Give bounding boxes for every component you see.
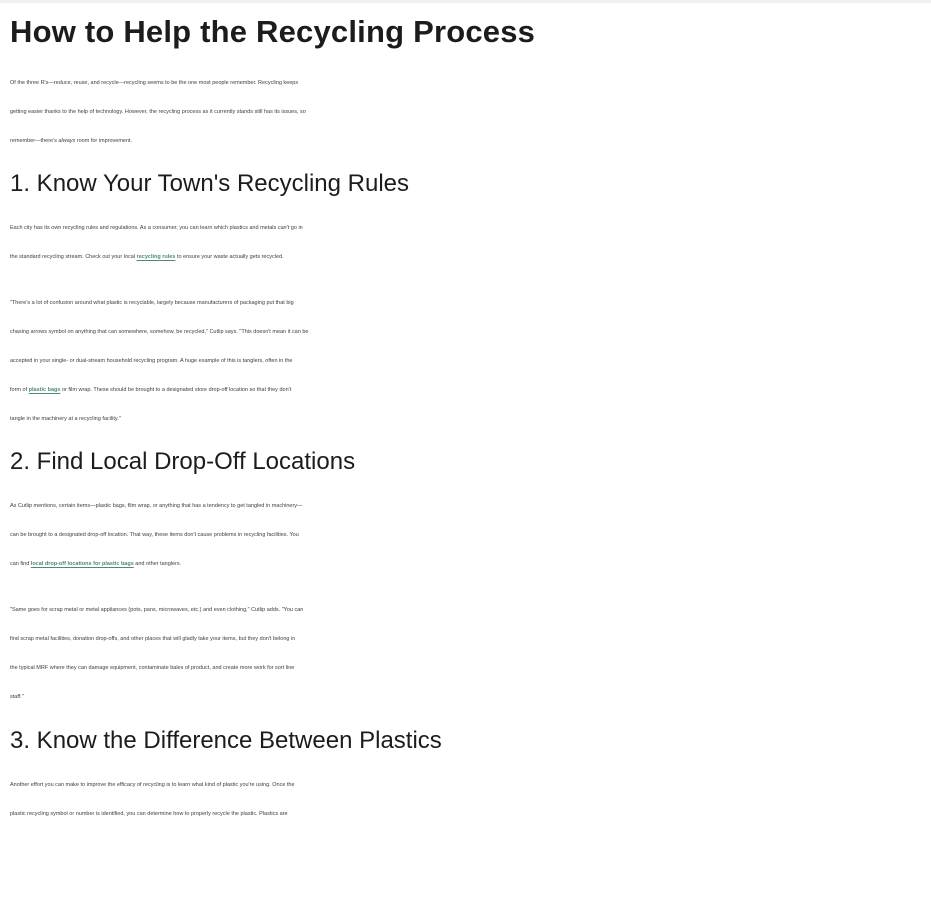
s2p1-line-3 [10,550,931,579]
s1p1-text: the standard recycling stream. Check out your local [10,254,137,260]
s1p2-line-3: accepted in your single- or dual-stream household recycling program. A huge example of this is tanglers, often in the [10,358,293,364]
section-1-heading: 1. Know Your Town's Recycling Rules [10,170,410,197]
drop-off-locations-link[interactable]: local drop-off locations for plastic bags [30,561,134,567]
intro-paragraph [10,69,931,156]
intro-line-2: getting easier thanks to the help of technology. However, the recycling process as it currently stands still has its issues, so [10,109,306,115]
s2p2-line-1: "Same goes for scrap metal or metal appliances (pots, pans, microwaves, etc.) and even clothing," Cutlip adds. "You can [10,607,304,613]
s1p2-text: or film wrap. These should be brought to a designated store drop-off location so that they don't [60,387,292,393]
s2p1-text: and other tanglers. [133,561,182,567]
section-3-heading: 3. Know the Difference Between Plastics [10,727,442,754]
s3p1-line-1: Another effort you can make to improve the efficacy of recycling is to learn what kind of plastic you're using. Once the [10,782,295,788]
s1p2-line-2: chasing arrows symbol on anything that can somewhere, somehow, be recycled," Cutlip says. "This doesn't mean it can be [10,329,309,335]
s2p1-text: can find [10,561,31,567]
section-3-paragraph-1 [10,771,931,829]
intro-text: remember—there's [10,138,59,144]
s1p2-line-4 [10,376,931,405]
s1p1-line-1 [10,214,931,243]
s1p2-line-5: tangle in the machinery at a recycling facility." [10,416,121,422]
s1p2-line-1: "There's a lot of confusion around what plastic is recyclable, largely because manufacturers of packaging put that big [10,300,294,306]
section-2-heading: 2. Find Local Drop-Off Locations [10,448,356,475]
s1p1-text: to ensure your waste actually gets recycled. [175,254,284,260]
section-1-paragraph-2 [10,289,931,434]
s1p1-emphasis: can't [277,225,290,231]
intro-line-3 [10,127,931,156]
s1p2-text: form of [10,387,29,393]
intro-line-1: Of the three R's—reduce, reuse, and recycle—recycling seems to be the one most people remember. Recycling keeps [10,80,299,86]
s1p1-text: go in [289,225,303,231]
s2p2-line-3: the typical MRF where they can damage equipment, contaminate bales of product, and create more work for sort line [10,665,295,671]
s1p1-text: Each city has its own recycling rules and regulations. As a consumer, you can learn which plastics and metals [10,225,278,231]
section-2-paragraph-1 [10,492,931,579]
section-2-paragraph-2 [10,596,931,712]
s2p1-line-1: As Cutlip mentions, certain items—plastic bags, film wrap, or anything that has a tendency to get tangled in machinery— [10,503,303,509]
section-1-paragraph-1 [10,214,931,272]
recycling-rules-link[interactable]: recycling rules [136,254,176,260]
s2p1-line-2: can be brought to a designated drop-off location. That way, these items don't cause problems in recycling facilities. You [10,532,299,538]
s1p1-line-2 [10,243,931,272]
top-divider [0,0,931,3]
s2p2-line-2: find scrap metal facilities, donation drop-offs, and other places that will gladly take your items, but they don't belong in [10,636,296,642]
plastic-bags-link[interactable]: plastic bags [28,387,61,393]
s2p2-line-4: staff." [10,694,24,700]
s3p1-line-2: plastic recycling symbol or number is identified, you can determine how to properly recycle the plastic. Plastics are [10,811,288,817]
intro-emphasis: always [58,138,76,144]
intro-text: room for improvement. [75,138,133,144]
page-title: How to Help the Recycling Process [10,14,536,49]
